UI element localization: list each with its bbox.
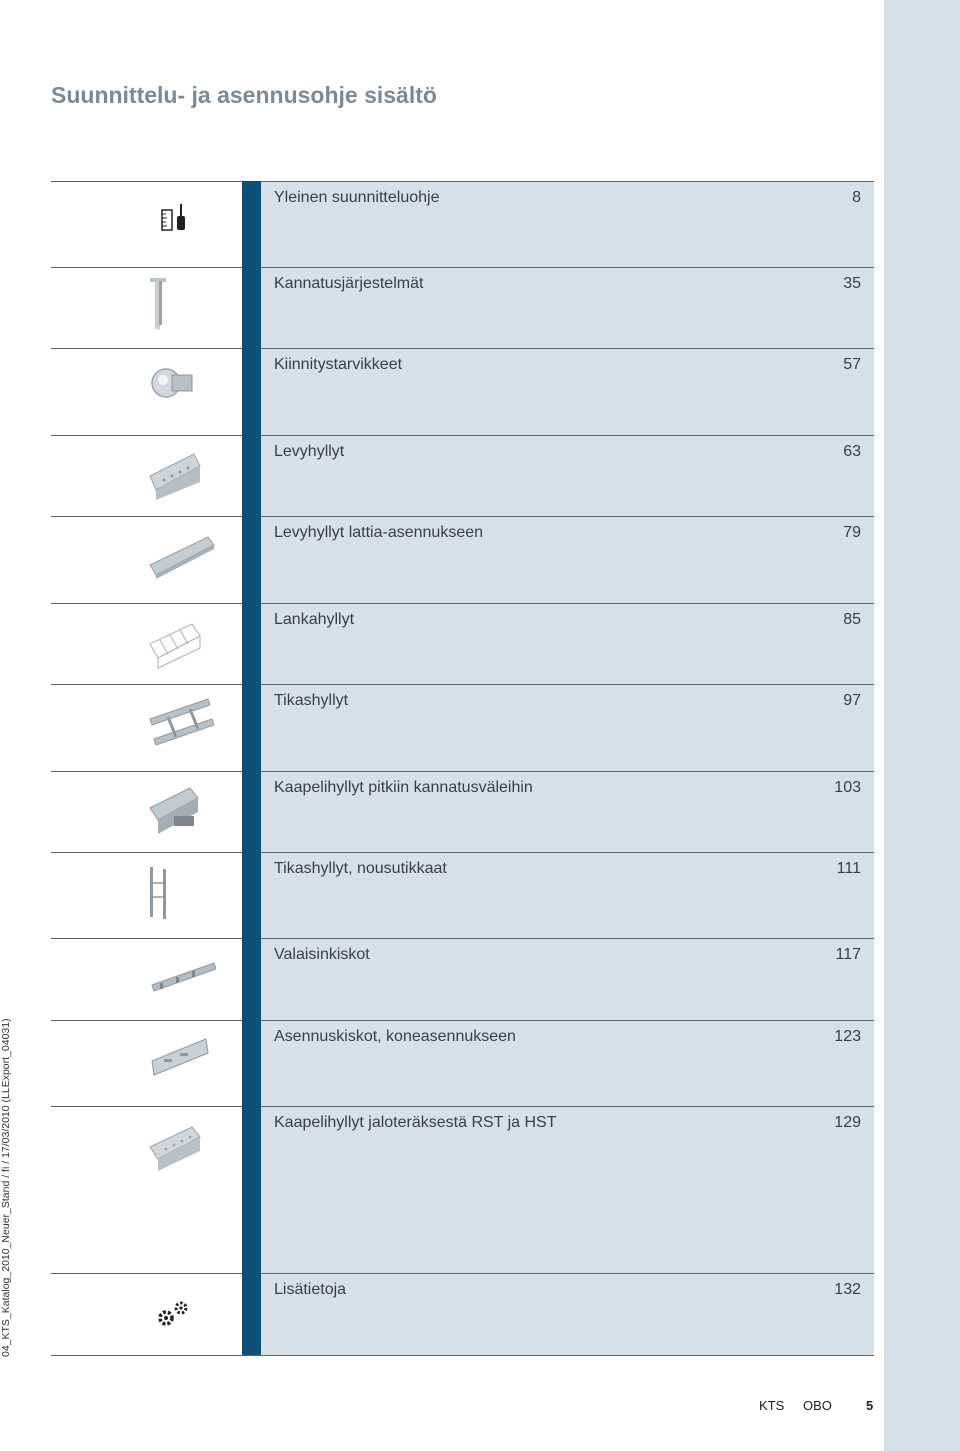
gears-icon — [146, 1284, 196, 1334]
toc-page: 117 — [835, 946, 861, 963]
toc-page: 132 — [834, 1281, 861, 1298]
toc-label: Kiinnitystarvikkeet — [274, 356, 403, 373]
perforated-tray-icon — [146, 446, 206, 506]
toc-thumbnail — [51, 268, 242, 349]
toc-page: 129 — [834, 1114, 861, 1131]
toc-cell — [261, 604, 874, 685]
toc-thumbnail — [51, 604, 242, 685]
toc-label: Kaapelihyllyt pitkiin kannatusväleihin — [274, 779, 533, 796]
stainless-tray-icon — [146, 1117, 206, 1177]
toc-row[interactable] — [51, 348, 874, 436]
divider — [51, 1355, 874, 1356]
toc-page: 35 — [843, 275, 861, 292]
support-post-icon — [146, 278, 196, 338]
luminaire-rail-icon — [146, 949, 216, 1009]
toc-row[interactable] — [51, 435, 874, 517]
toc-page: 97 — [843, 692, 861, 709]
toc-label: Asennuskiskot, koneasennukseen — [274, 1028, 516, 1045]
vertical-ladder-icon — [146, 863, 176, 923]
toc-thumbnail — [51, 182, 242, 268]
toc-page: 111 — [836, 860, 861, 877]
toc-row[interactable] — [51, 1106, 874, 1274]
toc-thumbnail — [51, 772, 242, 853]
long-span-tray-icon — [146, 782, 206, 842]
toc-thumbnail — [51, 436, 242, 517]
mounting-rail-icon — [146, 1031, 216, 1091]
toc-page: 85 — [843, 611, 861, 628]
wire-mesh-tray-icon — [146, 614, 206, 674]
toc-cell — [261, 349, 874, 436]
ruler-screwdriver-icon — [146, 192, 196, 242]
toc-cell — [261, 939, 874, 1021]
toc-page: 103 — [834, 779, 861, 796]
footer-brand: OBO — [803, 1398, 832, 1413]
floor-tray-icon — [146, 527, 216, 587]
toc-cell — [261, 772, 874, 853]
toc-cell — [261, 436, 874, 517]
toc-thumbnail — [51, 685, 242, 772]
side-caption: 04_KTS_Katalog_2010_Neuer_Stand / fi / 17/03/2010 (LLExport_04031) — [0, 1018, 12, 1357]
toc-page: 57 — [843, 356, 861, 373]
toc-page: 8 — [852, 189, 861, 206]
page-number: 5 — [866, 1398, 874, 1413]
toc-row[interactable] — [51, 684, 874, 772]
toc-row[interactable] — [51, 852, 874, 939]
cable-ladder-icon — [146, 695, 216, 755]
fastener-icon — [146, 359, 206, 419]
side-band — [884, 0, 960, 1451]
toc-row[interactable] — [51, 1020, 874, 1107]
toc-cell — [261, 685, 874, 772]
toc-cell — [261, 1274, 874, 1356]
page-title: Suunnittelu- ja asennusohje sisältö — [51, 82, 437, 108]
toc-cell — [261, 268, 874, 349]
toc-label: Lisätietoja — [274, 1281, 347, 1298]
accent-bar — [242, 181, 261, 1356]
toc-cell — [261, 517, 874, 604]
toc-label: Kannatusjärjestelmät — [274, 275, 424, 292]
toc-label: Lankahyllyt — [274, 611, 355, 628]
toc-label: Valaisinkiskot — [274, 946, 370, 963]
toc-page: 123 — [834, 1028, 861, 1045]
table-of-contents — [51, 181, 874, 1356]
toc-row[interactable] — [51, 181, 874, 268]
toc-thumbnail — [51, 1107, 242, 1274]
toc-label: Tikashyllyt — [274, 692, 349, 709]
toc-cell — [261, 853, 874, 939]
toc-row[interactable] — [51, 267, 874, 349]
toc-thumbnail — [51, 939, 242, 1021]
footer-section: KTS — [759, 1398, 785, 1413]
toc-label: Levyhyllyt — [274, 443, 345, 460]
toc-row[interactable] — [51, 1273, 874, 1356]
toc-row[interactable] — [51, 516, 874, 604]
toc-thumbnail — [51, 853, 242, 939]
toc-thumbnail — [51, 1274, 242, 1356]
toc-thumbnail — [51, 1021, 242, 1107]
toc-label: Tikashyllyt, nousutikkaat — [274, 860, 447, 877]
toc-cell — [261, 1107, 874, 1274]
toc-label: Yleinen suunnitteluohje — [274, 189, 440, 206]
toc-page: 79 — [843, 524, 861, 541]
toc-label: Kaapelihyllyt jaloteräksestä RST ja HST — [274, 1114, 557, 1131]
toc-row[interactable] — [51, 938, 874, 1021]
toc-row[interactable] — [51, 603, 874, 685]
toc-cell — [261, 182, 874, 268]
toc-page: 63 — [843, 443, 861, 460]
toc-row[interactable] — [51, 771, 874, 853]
toc-thumbnail — [51, 517, 242, 604]
toc-cell — [261, 1021, 874, 1107]
toc-thumbnail — [51, 349, 242, 436]
toc-label: Levyhyllyt lattia-asennukseen — [274, 524, 484, 541]
